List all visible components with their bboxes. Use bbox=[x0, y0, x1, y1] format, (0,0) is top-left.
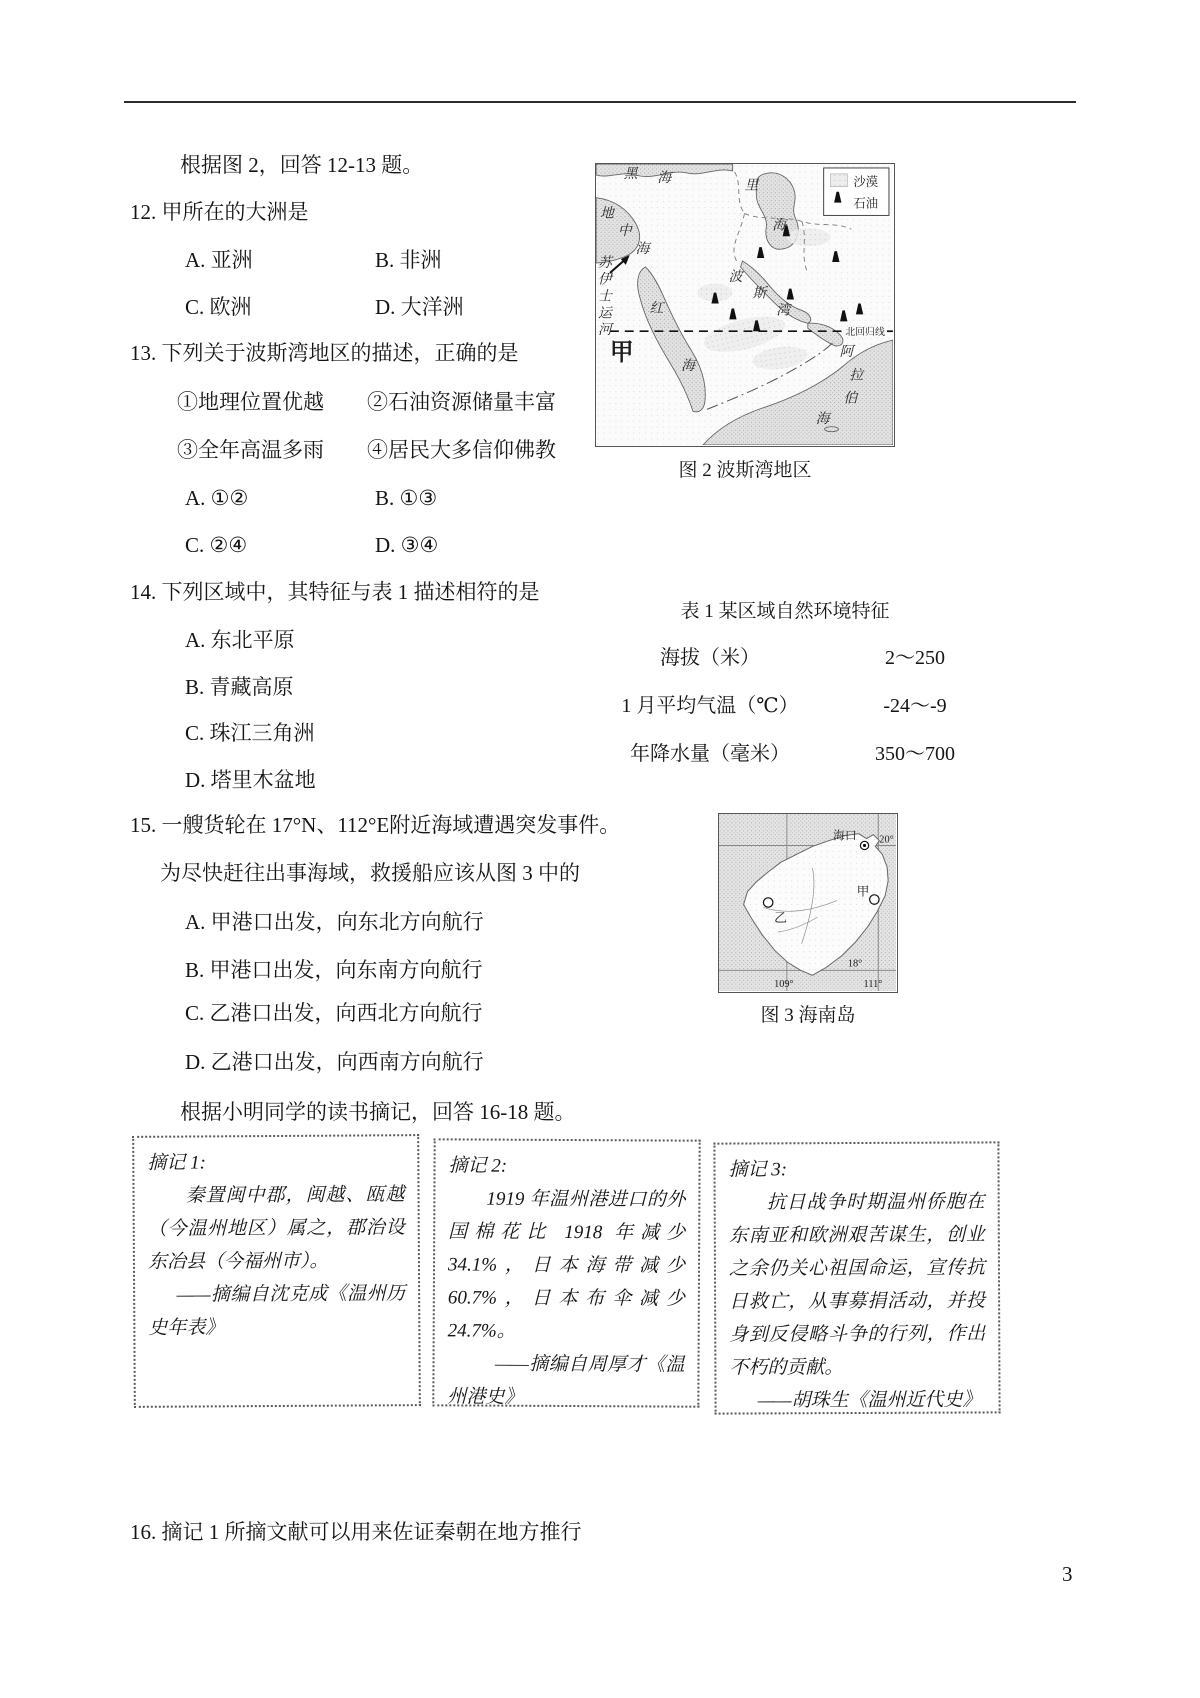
svg-text:士: 士 bbox=[598, 288, 612, 304]
q15-option-a: A. 甲港口出发，向东北方向航行 bbox=[185, 910, 484, 934]
svg-text:斯: 斯 bbox=[752, 285, 767, 301]
svg-text:运: 运 bbox=[598, 305, 612, 321]
note1-source: ——摘编自沈克成《温州历史年表》 bbox=[148, 1283, 406, 1339]
q13-item-4: ④居民大多信仰佛教 bbox=[367, 438, 556, 462]
svg-text:伯: 伯 bbox=[843, 390, 858, 406]
table1-row2-label: 1 月平均气温（℃） bbox=[621, 695, 799, 717]
svg-text:海: 海 bbox=[657, 169, 672, 185]
lat-20-label: 20° bbox=[879, 834, 894, 846]
table1-row1-label: 海拔（米） bbox=[660, 647, 760, 669]
q12-option-a: A. 亚洲 bbox=[185, 248, 253, 272]
q14-option-a: A. 东北平原 bbox=[185, 628, 295, 652]
figure-2-persian-gulf-map bbox=[595, 163, 895, 447]
q13-item-2: ②石油资源储量丰富 bbox=[367, 390, 556, 414]
fig2-legend bbox=[824, 168, 889, 215]
note2-title: 摘记 2: bbox=[448, 1155, 508, 1177]
q16-stem: 16. 摘记 1 所摘文献可以用来佐证秦朝在地方推行 bbox=[130, 1520, 582, 1544]
q15-stem-line1: 15. 一艘货轮在 17°N、112°E附近海域遭遇突发事件。 bbox=[130, 813, 621, 837]
q12-stem: 12. 甲所在的大洲是 bbox=[130, 200, 309, 224]
table1-row1-value: 2～250 bbox=[885, 647, 945, 669]
table1-row3-value: 350～700 bbox=[875, 743, 955, 765]
q13-item-1: ①地理位置优越 bbox=[177, 390, 324, 414]
note1-title: 摘记 1: bbox=[147, 1152, 206, 1174]
port-yi-label: 乙 bbox=[774, 911, 787, 926]
svg-text:湾: 湾 bbox=[776, 302, 791, 318]
note-box-2 bbox=[432, 1138, 700, 1407]
q15-stem-line2: 为尽快赶往出事海域，救援船应该从图 3 中的 bbox=[160, 861, 580, 885]
tropic-label: 北回归线 bbox=[845, 327, 885, 339]
q12-intro: 根据图 2，回答 12-13 题。 bbox=[180, 153, 424, 177]
svg-text:海: 海 bbox=[635, 241, 650, 257]
q13-option-b: B. ①③ bbox=[375, 486, 438, 510]
q14-stem: 14. 下列区域中，其特征与表 1 描述相符的是 bbox=[130, 580, 540, 604]
table1-row2-value: -24～-9 bbox=[883, 695, 947, 717]
q14-option-b: B. 青藏高原 bbox=[185, 675, 294, 699]
svg-text:中: 中 bbox=[617, 223, 632, 239]
svg-text:海: 海 bbox=[681, 357, 696, 373]
q16-intro: 根据小明同学的读书摘记，回答 16-18 题。 bbox=[180, 1100, 576, 1124]
persian-gulf-label: 波 bbox=[728, 268, 743, 284]
port-yi-marker bbox=[763, 898, 772, 907]
table1-title: 表 1 某区域自然环境特征 bbox=[680, 601, 890, 622]
arabian-sea-label: 阿 bbox=[839, 343, 854, 359]
red-sea-label: 红 bbox=[649, 300, 664, 316]
figure-2-caption: 图 2 波斯湾地区 bbox=[678, 460, 812, 481]
svg-text:伊: 伊 bbox=[598, 271, 612, 287]
haikou-label: 海口 bbox=[833, 828, 857, 843]
q13-stem: 13. 下列关于波斯湾地区的描述，正确的是 bbox=[130, 341, 519, 365]
legend-desert-swatch bbox=[831, 174, 848, 187]
note2-source: ——摘编自周厚才《温州港史》 bbox=[447, 1353, 685, 1408]
port-jia-label: 甲 bbox=[856, 884, 870, 899]
port-jia-marker bbox=[870, 895, 879, 904]
lon-109-label: 109° bbox=[774, 979, 794, 991]
mediterranean-label: 地 bbox=[600, 205, 614, 221]
page-number: 3 bbox=[1062, 1562, 1073, 1586]
q13-option-c: C. ②④ bbox=[185, 533, 248, 557]
note-box-1 bbox=[132, 1134, 421, 1408]
q15-option-d: D. 乙港口出发，向西南方向航行 bbox=[185, 1050, 484, 1074]
q15-option-c: C. 乙港口出发，向西北方向航行 bbox=[185, 1001, 483, 1025]
svg-text:河: 河 bbox=[598, 322, 612, 338]
q13-option-a: A. ①② bbox=[185, 486, 249, 510]
table1-row3-label: 年降水量（毫米） bbox=[630, 743, 790, 765]
q13-item-3: ③全年高温多雨 bbox=[177, 438, 324, 462]
suez-canal-label bbox=[598, 255, 614, 337]
note1-body: 秦置闽中郡，闽越、瓯越（今温州地区）属之，郡治设东冶县（今福州市）。 bbox=[147, 1184, 405, 1273]
q14-option-d: D. 塔里木盆地 bbox=[185, 768, 316, 792]
legend-oil-label: 石油 bbox=[853, 196, 879, 211]
q12-option-d: D. 大洋洲 bbox=[375, 295, 464, 319]
note3-source: ——胡珠生《温州近代史》 bbox=[757, 1389, 982, 1412]
figure-3-caption: 图 3 海南岛 bbox=[760, 1005, 856, 1026]
svg-text:海: 海 bbox=[772, 217, 787, 233]
legend-desert-label: 沙漠 bbox=[853, 174, 879, 189]
note-box-3 bbox=[713, 1141, 1000, 1414]
fig2-jia-label: 甲 bbox=[609, 339, 634, 366]
header-rule bbox=[124, 101, 1076, 103]
lat-18-label: 18° bbox=[847, 958, 863, 970]
lon-111-label: 111° bbox=[863, 979, 883, 991]
svg-text:海: 海 bbox=[815, 411, 830, 427]
q14-option-c: C. 珠江三角洲 bbox=[185, 721, 315, 745]
caspian-sea-label: 里 bbox=[744, 177, 759, 193]
svg-text:拉: 拉 bbox=[849, 367, 864, 383]
figure-3-hainan-map bbox=[718, 813, 898, 993]
note2-body: 1919 年温州港进口的外国棉花比 1918 年减少 34.1%，日本海带减少 60.7%，日本布伞减少 24.7%。 bbox=[447, 1188, 686, 1342]
q15-option-b: B. 甲港口出发，向东南方向航行 bbox=[185, 958, 483, 982]
black-sea-label: 黑 bbox=[623, 165, 638, 181]
note3-body: 抗日战争时期温州侨胞在东南亚和欧洲艰苦谋生，创业之余仍关心祖国命运，宣传抗日救亡，从事募捐活动，并投身到反侵略斗争的行列，作出不朽的贡献。 bbox=[728, 1191, 986, 1379]
haikou-city-marker bbox=[860, 841, 868, 849]
svg-text:苏: 苏 bbox=[598, 254, 612, 270]
q13-option-d: D. ③④ bbox=[375, 533, 439, 557]
q12-option-c: C. 欧洲 bbox=[185, 295, 252, 319]
q12-option-b: B. 非洲 bbox=[375, 248, 442, 272]
note3-title: 摘记 3: bbox=[728, 1159, 788, 1181]
